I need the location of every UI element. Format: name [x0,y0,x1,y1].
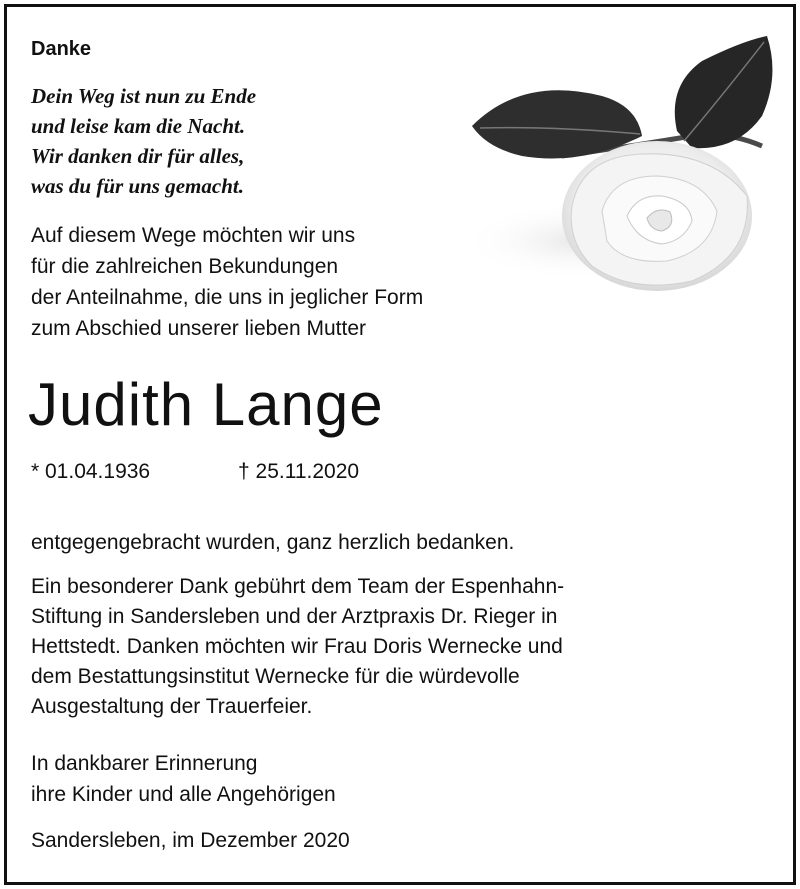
rose-image [462,36,782,296]
verse-line: Wir danken dir für alles, [31,144,245,168]
signature [31,748,336,810]
death-date: † 25.11.2020 [238,460,360,483]
verse-line: und leise kam die Nacht. [31,114,246,138]
deceased-name: Judith Lange [28,371,384,438]
intro-text [31,220,423,344]
intro-line: für die zahlreichen Bekundungen [31,255,339,278]
paragraph-line: Stiftung in Sandersleben und der Arztpraxis Dr. Rieger in [31,605,558,628]
paragraph-line: Hettstedt. Danken möchten wir Frau Doris Wernecke und [31,635,563,658]
special-thanks-paragraph [31,572,564,722]
paragraph-line: Ausgestaltung der Trauerfeier. [31,695,313,718]
thanks-line: entgegengebracht wurden, ganz herzlich bedanken. [31,531,515,554]
verse-line: was du für uns gemacht. [31,174,244,198]
paragraph-line: dem Bestattungsinstitut Wernecke für die würdevolle [31,665,520,688]
intro-line: Auf diesem Wege möchten wir uns [31,224,356,247]
heading-danke: Danke [31,38,92,60]
signature-line: ihre Kinder und alle Angehörigen [31,783,336,806]
signature-line: In dankbarer Erinnerung [31,752,258,775]
paragraph-line: Ein besonderer Dank gebührt dem Team der Espenhahn- [31,575,565,598]
intro-line: der Anteilnahme, die uns in jeglicher Form [31,286,424,309]
intro-line: zum Abschied unserer lieben Mutter [31,317,367,340]
birth-date: * 01.04.1936 [31,460,151,483]
memorial-verse [31,81,256,201]
place-date: Sandersleben, im Dezember 2020 [31,829,350,852]
verse-line: Dein Weg ist nun zu Ende [31,84,257,108]
